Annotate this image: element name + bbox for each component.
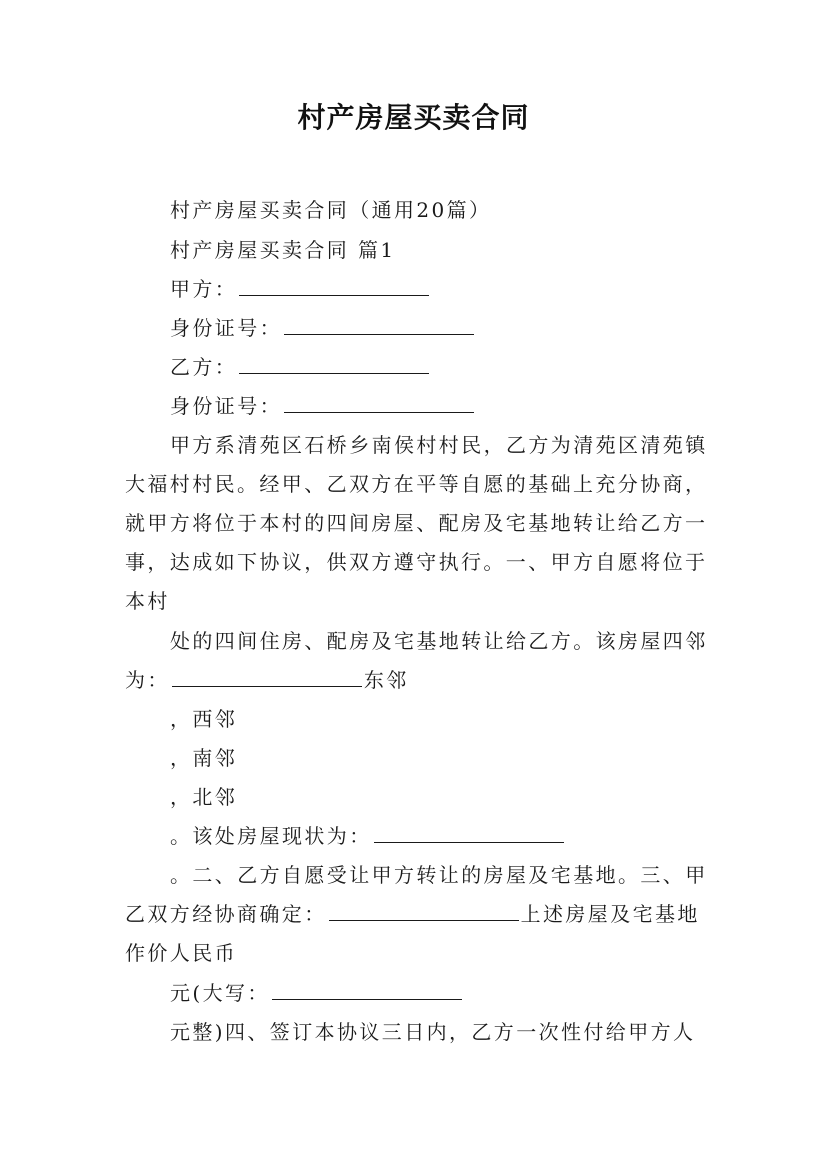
amount-words-blank	[272, 979, 462, 1000]
body-line-2: 大福村村民。经甲、乙双方在平等自愿的基础上充分协商，	[125, 472, 708, 496]
west-neighbor-line: ，西邻	[170, 707, 238, 731]
party-b-id-label: 身份证号：	[170, 394, 282, 418]
section-heading: 村产房屋买卖合同 篇1	[170, 238, 396, 262]
house-status-blank	[374, 822, 564, 843]
price-agreement-line	[125, 900, 700, 928]
body-line-8: 元整)四、签订本协议三日内，乙方一次性付给甲方人	[170, 1020, 696, 1044]
document-title: 村产房屋买卖合同	[297, 101, 530, 134]
party-b-field	[170, 353, 431, 381]
price-agreement-label: 乙双方经协商确定：	[125, 902, 327, 926]
party-a-field	[170, 275, 431, 303]
body-line-4: 事，达成如下协议，供双方遵守执行。一、甲方自愿将位于	[125, 550, 708, 574]
party-b-id-blank	[284, 392, 474, 413]
south-neighbor-line: ，南邻	[170, 746, 238, 770]
party-b-label: 乙方：	[170, 355, 238, 379]
price-rmb-line: 作价人民币	[125, 941, 237, 965]
north-neighbor-line: ，北邻	[170, 785, 238, 809]
price-agreement-blank	[329, 900, 519, 921]
neighbors-line	[125, 666, 409, 694]
party-a-label: 甲方：	[170, 277, 238, 301]
house-status-label: 。该处房屋现状为：	[170, 824, 372, 848]
body-line-6: 处的四间住房、配房及宅基地转让给乙方。该房屋四邻	[170, 629, 708, 653]
party-b-blank	[239, 353, 429, 374]
body-line-3: 就甲方将位于本村的四间房屋、配房及宅基地转让给乙方一	[125, 511, 708, 535]
neighbors-blank	[172, 666, 362, 687]
amount-words-line	[170, 979, 464, 1007]
price-agreement-suffix: 上述房屋及宅基地	[520, 902, 700, 926]
party-a-blank	[239, 275, 429, 296]
body-line-1: 甲方系清苑区石桥乡南侯村村民，乙方为清苑区清苑镇	[170, 433, 708, 457]
body-line-7: 。二、乙方自愿受让甲方转让的房屋及宅基地。三、甲	[170, 863, 708, 887]
party-a-id-label: 身份证号：	[170, 316, 282, 340]
party-a-id-field	[170, 314, 476, 342]
neighbors-label: 为：	[125, 668, 170, 692]
amount-words-label: 元(大写：	[170, 981, 270, 1005]
body-line-5: 本村	[125, 589, 170, 613]
east-neighbor-label: 东邻	[363, 668, 409, 692]
party-b-id-field	[170, 392, 476, 420]
house-status-line	[170, 822, 566, 850]
party-a-id-blank	[284, 314, 474, 335]
subtitle-line: 村产房屋买卖合同（通用20篇）	[170, 198, 492, 222]
